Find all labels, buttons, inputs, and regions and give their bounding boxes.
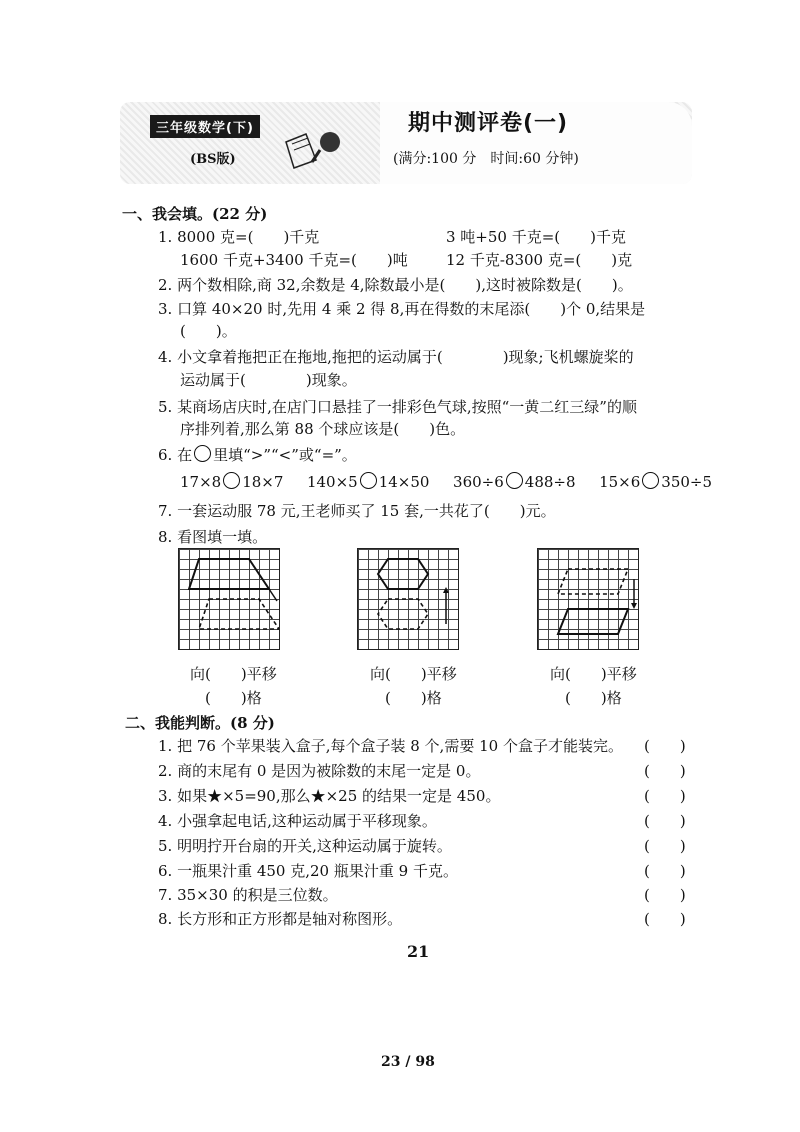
answer-paren: ( ) [644,812,686,830]
judge-item: 8. 长方形和正方形都是轴对称图形。 [158,910,403,928]
answer-paren: ( ) [644,886,686,904]
fig1-direction: 向( )平移 [190,665,277,683]
compare-circle-icon [642,472,659,489]
judge-item: 2. 商的末尾有 0 是因为被除数的末尾一定是 0。 [158,762,481,780]
judge-item: 1. 把 76 个苹果装入盒子,每个盒子装 8 个,需要 10 个盒子才能装完。 [158,737,623,755]
fig2-cells: ( )格 [385,689,442,707]
judge-item: 6. 一瓶果汁重 450 克,20 瓶果汁重 9 千克。 [158,862,458,880]
q1-c: 1600 千克+3400 千克=( )吨 [180,251,408,269]
q6-suffix: 里填“>”“<”或“=”。 [213,446,357,464]
q4-b: 运动属于( )现象。 [180,371,357,389]
exam-meta: (满分:100 分 时间:60 分钟) [393,151,579,167]
page-title: 期中测评卷(一) [408,111,569,136]
fig3-cells: ( )格 [565,689,622,707]
compare-circle-icon [360,472,377,489]
q5-b: 序排列着,那么第 88 个球应该是( )色。 [180,420,466,438]
q6-item-left: 140×5 [306,473,358,491]
compare-circle-icon [223,472,240,489]
fig3-direction: 向( )平移 [550,665,637,683]
q8: 8. 看图填一填。 [158,528,268,546]
q2: 2. 两个数相除,商 32,余数是 4,除数最小是( ),这时被除数是( )。 [158,276,633,294]
answer-paren: ( ) [644,787,686,805]
section2-heading: 二、我能判断。(8 分) [125,714,275,732]
q3-a: 3. 口算 40×20 时,先用 4 乘 2 得 8,再在得数的末尾添( )个 0,结果是 [158,300,646,318]
q7: 7. 一套运动服 78 元,王老师买了 15 套,一共花了( )元。 [158,502,556,520]
judge-item: 7. 35×30 的积是三位数。 [158,886,338,904]
q6-item-left: 17×8 [180,473,222,491]
section1-heading: 一、我会填。(22 分) [122,205,268,223]
q6-items [180,472,712,491]
q6-item-right: 350÷5 [661,473,713,491]
compare-circle-icon [194,445,211,462]
q6-item-right: 488÷8 [524,473,576,491]
judge-item: 5. 明明拧开台扇的开关,这种运动属于旋转。 [158,837,452,855]
figure-parallelogram [537,548,639,650]
footer-page-indicator: 23 / 98 [381,1054,435,1070]
judge-item: 3. 如果★×5=90,那么★×25 的结果一定是 450。 [158,787,501,805]
q6 [158,444,357,465]
q5-a: 5. 某商场店庆时,在店门口悬挂了一排彩色气球,按照“一黄二红三绿”的顺 [158,398,637,416]
grade-badge: 三年级数学(下) [150,115,260,138]
compare-circle-icon [506,472,523,489]
answer-paren: ( ) [644,862,686,880]
q1-b: 3 吨+50 千克=( )千克 [446,228,627,246]
figure-trapezoid [178,548,280,650]
q6-item-left: 360÷6 [453,473,504,491]
q6-item-right: 18×7 [242,473,284,491]
figure-hexagon [357,548,459,650]
answer-paren: ( ) [644,737,686,755]
q6-item-right: 14×50 [378,473,430,491]
answer-paren: ( ) [644,910,686,928]
answer-paren: ( ) [644,837,686,855]
fig1-cells: ( )格 [205,689,262,707]
answer-paren: ( ) [644,762,686,780]
judge-item: 4. 小强拿起电话,这种运动属于平移现象。 [158,812,437,830]
edition-label: (BS版) [190,152,236,167]
book-magnifier-icon [280,120,350,172]
fig2-direction: 向( )平移 [370,665,457,683]
q6-prefix: 6. 在 [158,446,193,464]
q3-b: ( )。 [180,322,237,340]
q1-d: 12 千克-8300 克=( )克 [446,251,633,269]
page-number: 21 [407,942,430,961]
q1-a: 1. 8000 克=( )千克 [158,228,320,246]
q6-item-left: 15×6 [599,473,641,491]
q4-a: 4. 小文拿着拖把正在拖地,拖把的运动属于( )现象;飞机螺旋桨的 [158,348,634,366]
